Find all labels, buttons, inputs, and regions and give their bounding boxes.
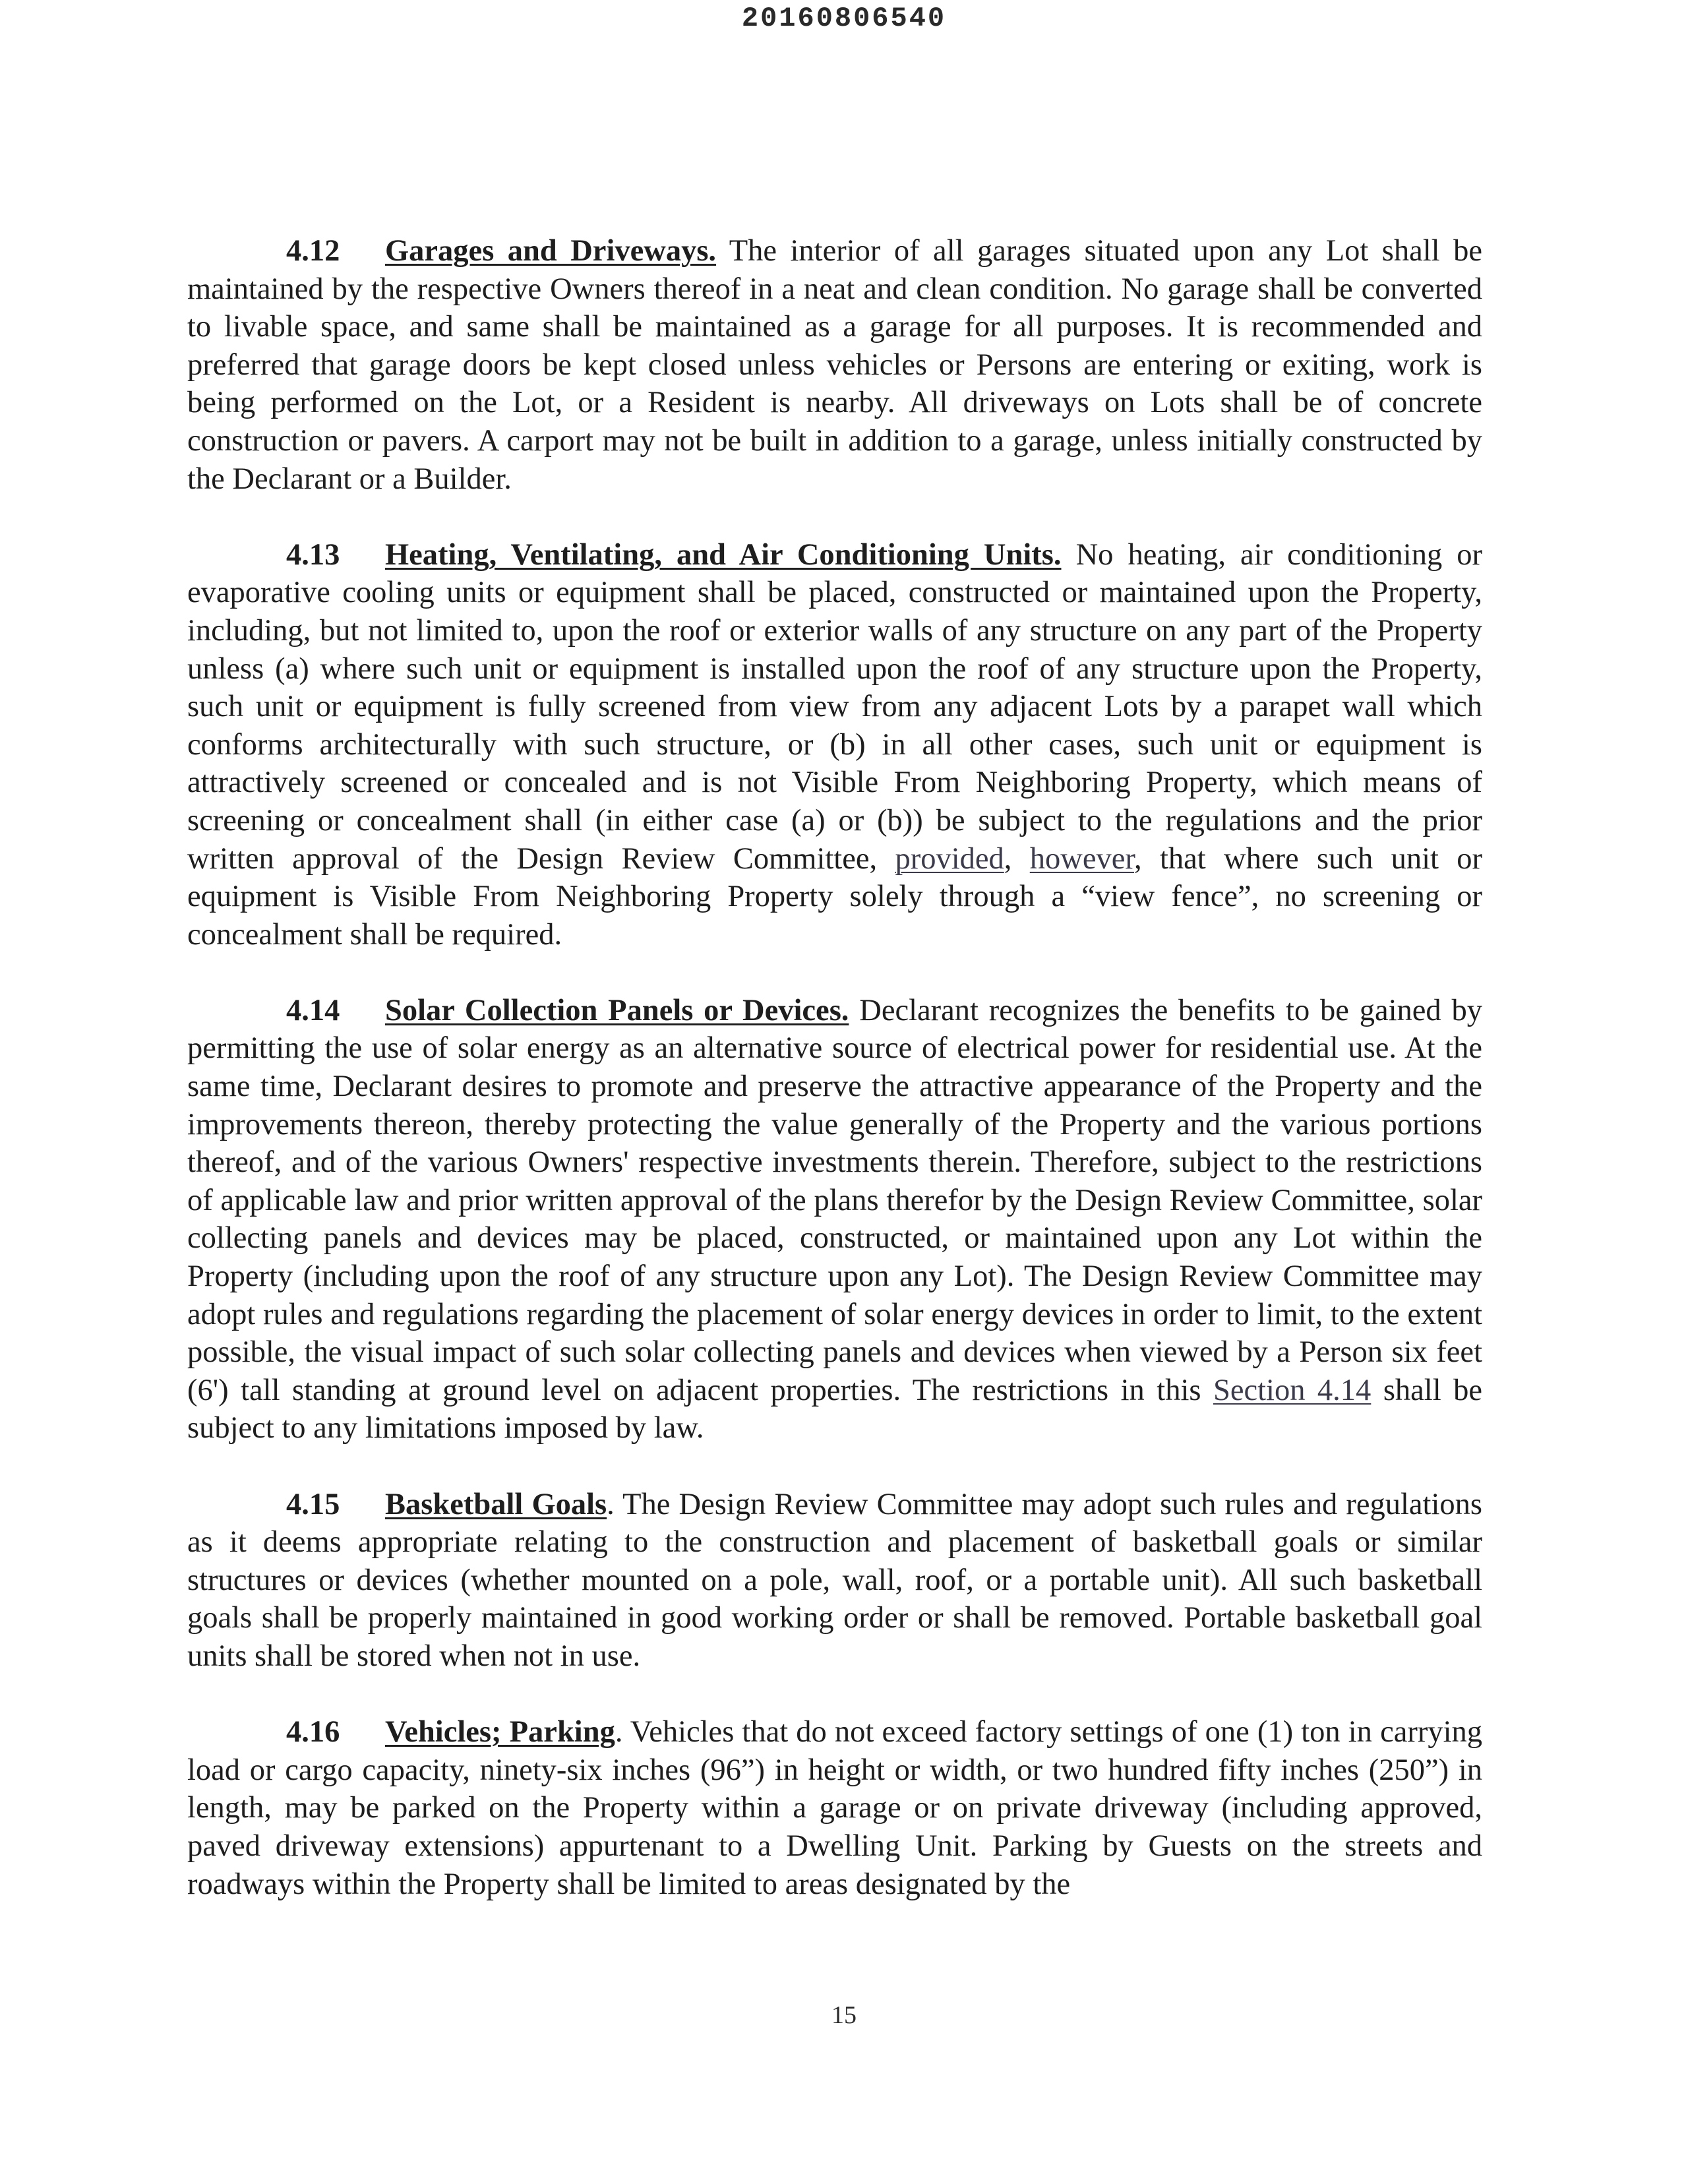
section-title: Heating, Ventilating, and Air Conditioning Units. [385,537,1062,572]
underlined-term-however: however [1029,841,1134,876]
section-number: 4.13 [286,537,340,572]
section-text: Vehicles that do not exceed factory settings of one (1) ton in carrying load or cargo capacity, ninety-six inches (96”) in height or width, or two hundred fifty inches (250”) in length, may be parked on the Property within a garage or on private driveway (including approved, paved driveway extensions) appurtenant to a Dwelling Unit. Parking by Guests on the streets and roadways within the Property shall be limited to areas designated by the [187,1715,1482,1901]
section-text: Declarant recognizes the benefits to be gained by permitting the use of solar energy as an alternative source of electrical power for residential use. At the same time, Declarant desires to promote and preserve the attractive appearance of the Property and the improvements thereon, thereby protecting the value generally of the Property and the various portions thereof, and of the various Owners' respective investments therein. Therefore, subject to the restrictions of applicable law and prior written approval of the plans therefor by the Design Review Committee, solar collecting panels and devices may be placed, constructed, or maintained upon any Lot within the Property (including upon the roof of any structure upon any Lot). The Design Review Committee may adopt rules and regulations regarding the placement of solar energy devices in order to limit, to the extent possible, the visual impact of such solar collecting panels and devices when viewed by a Person six feet (6') tall standing at ground level on adjacent properties. The restrictions in this [187,993,1482,1407]
section-4-15 [187,1486,1482,1676]
section-number: 4.12 [286,234,340,268]
page-number: 15 [831,2001,857,2029]
underlined-term-provided: provided [895,841,1004,876]
section-text: The interior of all garages situated upon any Lot shall be maintained by the respective Owners thereof in a neat and clean condition. No garage shall be converted to livable space, and same shall be maintained as a garage for all purposes. It is recommended and preferred that garage doors be kept closed unless vehicles or Persons are entering or exiting, work is being performed on the Lot, or a Resident is nearby. All driveways on Lots shall be of concrete construction or pavers. A carport may not be built in addition to a garage, unless initially constructed by the Declarant or a Builder. [187,234,1482,496]
section-title: Basketball Goals [385,1487,607,1521]
section-4-13 [187,536,1482,954]
section-text: No heating, air conditioning or evaporative cooling units or equipment shall be placed, constructed or maintained upon the Property, including, but not limited to, upon the roof or exterior walls of any structure on any part of the Property unless (a) where such unit or equipment is installed upon the roof of any structure upon the Property, such unit or equipment is fully screened from view from any adjacent Lots by a parapet wall which conforms architecturally with such structure, or (b) in all other cases, such unit or equipment is attractively screened or concealed and is not Visible From Neighboring Property, which means of screening or concealment shall (in either case (a) or (b)) be subject to the regulations and the prior written approval of the Design Review Committee, [187,537,1482,876]
section-text: The Design Review Committee may adopt such rules and regulations as it deems appropriate relating to the construction and placement of basketball goals or similar structures or devices (whether mounted on a pole, wall, roof, or a portable unit). All such basketball goals shall be properly maintained in good working order or shall be removed. Portable basketball goal units shall be stored when not in use. [187,1487,1482,1673]
section-4-12 [187,232,1482,498]
title-period: . [607,1487,615,1521]
section-number: 4.16 [286,1715,340,1749]
section-4-16 [187,1713,1482,1903]
section-number: 4.14 [286,993,340,1027]
section-title: Vehicles; Parking [385,1715,615,1749]
separator: , [1004,841,1012,876]
document-body [187,232,1482,1941]
section-cross-reference: Section 4.14 [1213,1373,1372,1407]
section-text-continued: shall be subject to any limitations imposed by law. [187,1373,1483,1445]
section-text-continued: , that where such unit or equipment is Visible From Neighboring Property solely through a “view fence”, no screening or concealment shall be required. [187,841,1483,952]
section-4-14 [187,992,1482,1447]
section-title: Garages and Driveways. [385,234,717,268]
section-number: 4.15 [286,1487,340,1521]
document-number: 20160806540 [741,3,947,34]
title-period: . [615,1715,623,1749]
section-title: Solar Collection Panels or Devices. [385,993,849,1027]
